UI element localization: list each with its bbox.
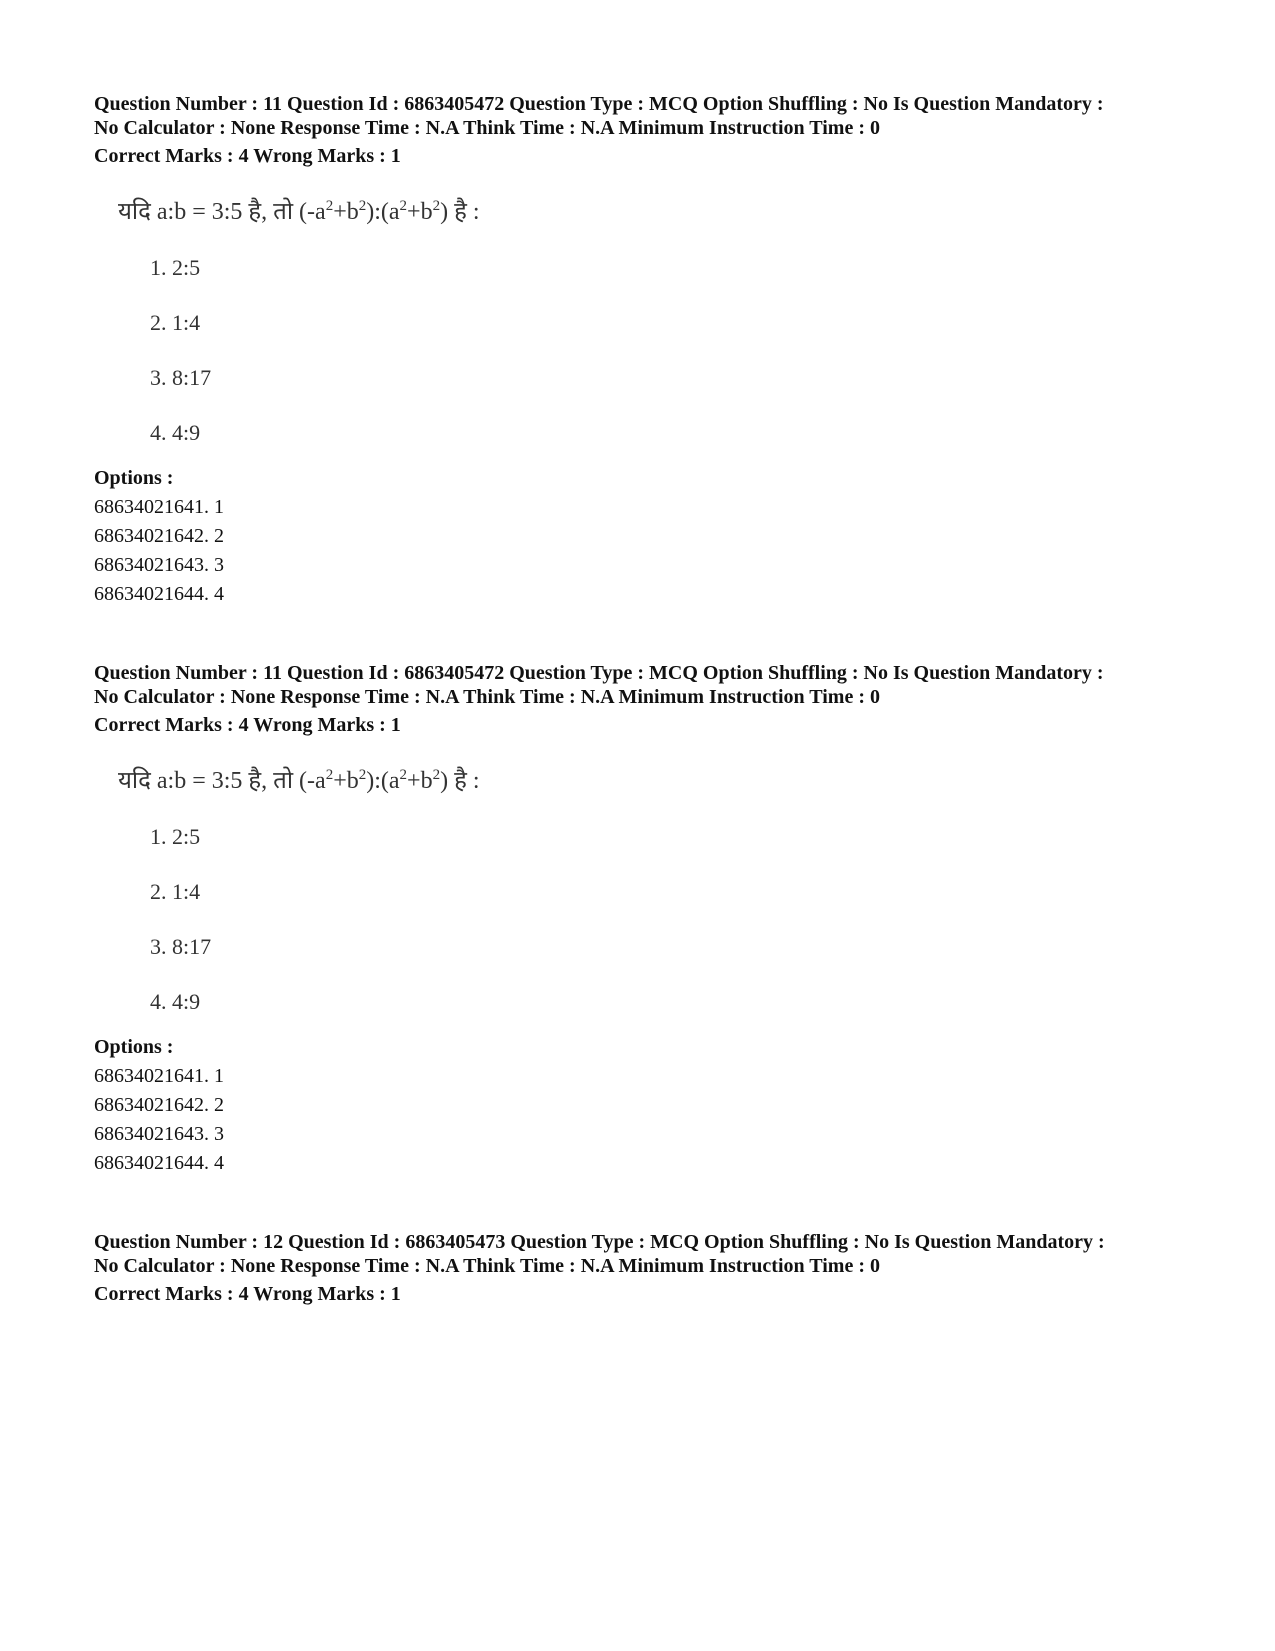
option-id-row: 68634021643. 3 [94, 554, 224, 576]
question-text: यदि a:b = 3:5 है, तो $(-a^2+b^2):(a^2+b^2)$ है : [118, 198, 480, 225]
option-id-row: 68634021644. 4 [94, 583, 224, 605]
option-id-row: 68634021643. 3 [94, 1123, 224, 1145]
option-id-row: 68634021642. 2 [94, 525, 224, 547]
options-heading: Options : [94, 467, 174, 489]
answer-choice: 4. 4:9 [150, 989, 201, 1014]
option-id-row: 68634021641. 1 [94, 1065, 224, 1087]
option-id-row: 68634021641. 1 [94, 496, 224, 518]
question-meta-line-1: Question Number : 11 Question Id : 6863405472 Question Type : MCQ Option Shuffling : No Is Question Mandatory : [94, 662, 1104, 684]
question-image [118, 184, 1224, 460]
answer-choice: 1. 2:5 [150, 824, 201, 849]
question-marks: Correct Marks : 4 Wrong Marks : 1 [94, 145, 401, 167]
question-meta-line-2: No Calculator : None Response Time : N.A Think Time : N.A Minimum Instruction Time : 0 [94, 1255, 880, 1277]
answer-choice: 2. 1:4 [150, 310, 201, 335]
answer-choice: 4. 4:9 [150, 420, 201, 445]
answer-choice: 2. 1:4 [150, 879, 201, 904]
answer-choice: 3. 8:17 [150, 365, 212, 390]
answer-choice: 1. 2:5 [150, 255, 201, 280]
option-id-row: 68634021644. 4 [94, 1152, 224, 1174]
question-meta-line-2: No Calculator : None Response Time : N.A Think Time : N.A Minimum Instruction Time : 0 [94, 686, 880, 708]
option-id-row: 68634021642. 2 [94, 1094, 224, 1116]
question-meta-line-1: Question Number : 12 Question Id : 6863405473 Question Type : MCQ Option Shuffling : No Is Question Mandatory : [94, 1231, 1105, 1253]
question-meta-line-2: No Calculator : None Response Time : N.A Think Time : N.A Minimum Instruction Time : 0 [94, 117, 880, 139]
question-meta-line-1: Question Number : 11 Question Id : 6863405472 Question Type : MCQ Option Shuffling : No Is Question Mandatory : [94, 93, 1104, 115]
question-marks: Correct Marks : 4 Wrong Marks : 1 [94, 1283, 401, 1305]
question-marks: Correct Marks : 4 Wrong Marks : 1 [94, 714, 401, 736]
question-block-1 [94, 92, 1224, 609]
question-text: यदि a:b = 3:5 है, तो $(-a^2+b^2):(a^2+b^2)$ है : [118, 767, 480, 794]
answer-choice: 3. 8:17 [150, 934, 212, 959]
options-heading: Options : [94, 1036, 174, 1058]
question-image [118, 753, 1224, 1029]
question-block-3 [94, 1230, 1224, 1306]
question-block-2 [94, 661, 1224, 1178]
